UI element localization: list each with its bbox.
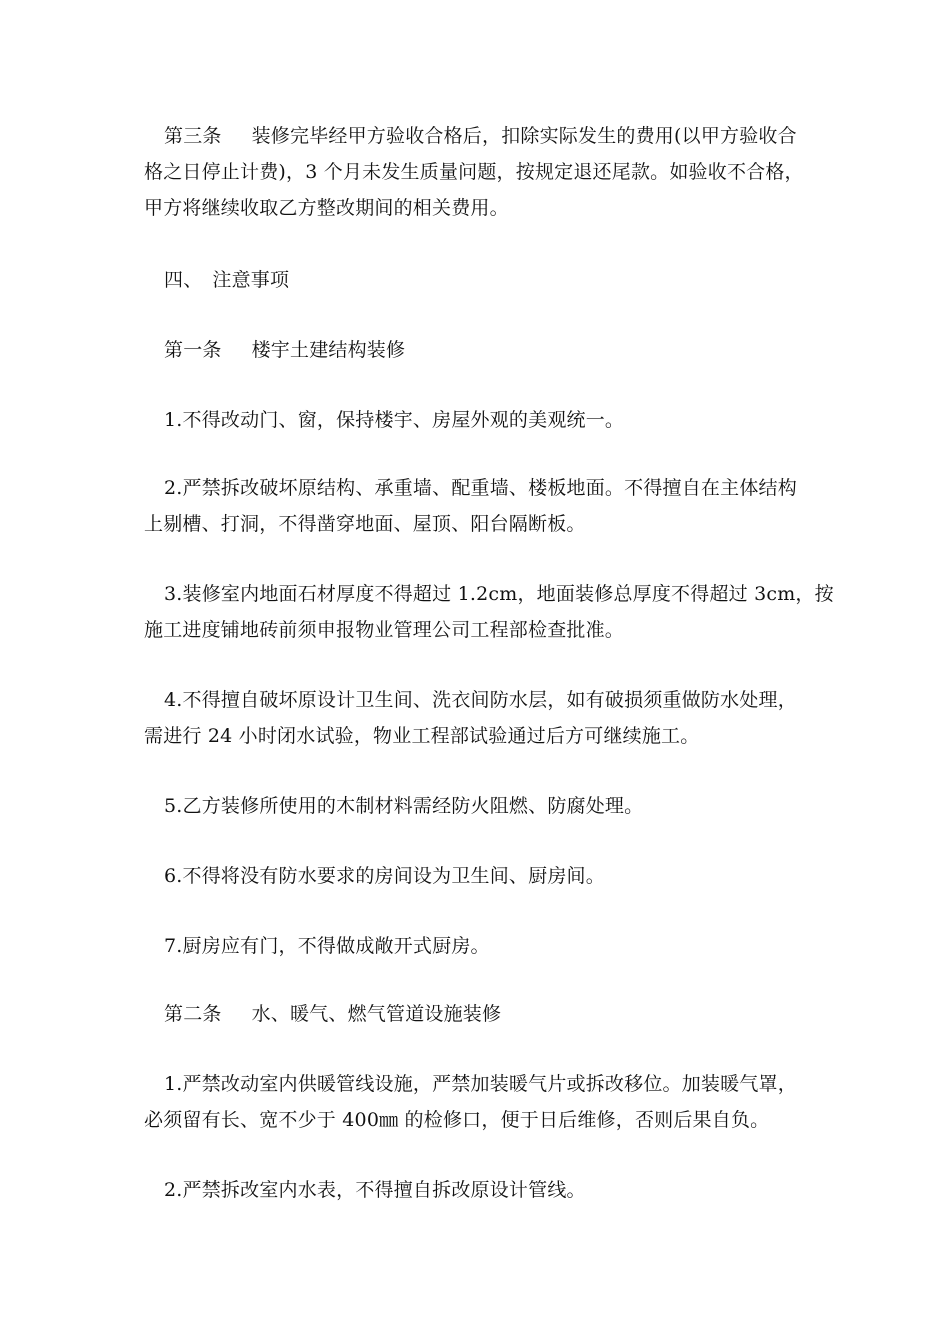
list-item: 2.严禁拆改室内水表，不得擅自拆改原设计管线。 [164,1179,586,1201]
article-2-title: 水、暖气、燃气管道设施装修 [251,1003,502,1025]
list-item: 7.厨房应有门，不得做成敞开式厨房。 [164,935,490,957]
article-3-label: 第三条 [164,125,222,147]
article-3-paragraph [144,118,816,226]
section-4-heading [144,262,816,298]
section-title: 注意事项 [212,269,290,291]
article-1-label: 第一条 [164,339,222,361]
article-1-heading [144,332,816,368]
paragraph-line: 甲方将继续收取乙方整改期间的相关费用。 [144,197,509,219]
list-item: 5.乙方装修所使用的木制材料需经防火阻燃、防腐处理。 [164,795,644,817]
list-item: 3.装修室内地面石材厚度不得超过 1.2cm，地面装修总厚度不得超过 3cm，按 施工进度铺地砖前须申报物业管理公司工程部检查批准。 [144,583,834,641]
article-2-label: 第二条 [164,1003,222,1025]
list-item: 1.严禁改动室内供暖管线设施，严禁加装暖气片或拆改移位。加装暖气罩， 必须留有长、宽不少于 400㎜ 的检修口，便于日后维修，否则后果自负。 [144,1073,797,1131]
list-item: 6.不得将没有防水要求的房间设为卫生间、厨房间。 [164,865,605,887]
paragraph-line: 第三条 装修完毕经甲方验收合格后，扣除实际发生的费用(以甲方验收合 [164,125,797,147]
section-number: 四、 [164,269,203,291]
list-item: 4.不得擅自破坏原设计卫生间、洗衣间防水层，如有破损须重做防水处理， 需进行 24 小时闭水试验，物业工程部试验通过后方可继续施工。 [144,689,797,747]
list-item: 2.严禁拆改破坏原结构、承重墙、配重墙、楼板地面。不得擅自在主体结构 上剔槽、打洞，不得凿穿地面、屋顶、阳台隔断板。 [144,477,797,535]
article-1-title: 楼宇土建结构装修 [251,339,406,361]
list-item: 1.不得改动门、窗，保持楼宇、房屋外观的美观统一。 [164,409,625,431]
article-2-heading [144,996,816,1032]
paragraph-line: 格之日停止计费)，3 个月未发生质量问题，按规定退还尾款。如验收不合格， [144,161,804,183]
